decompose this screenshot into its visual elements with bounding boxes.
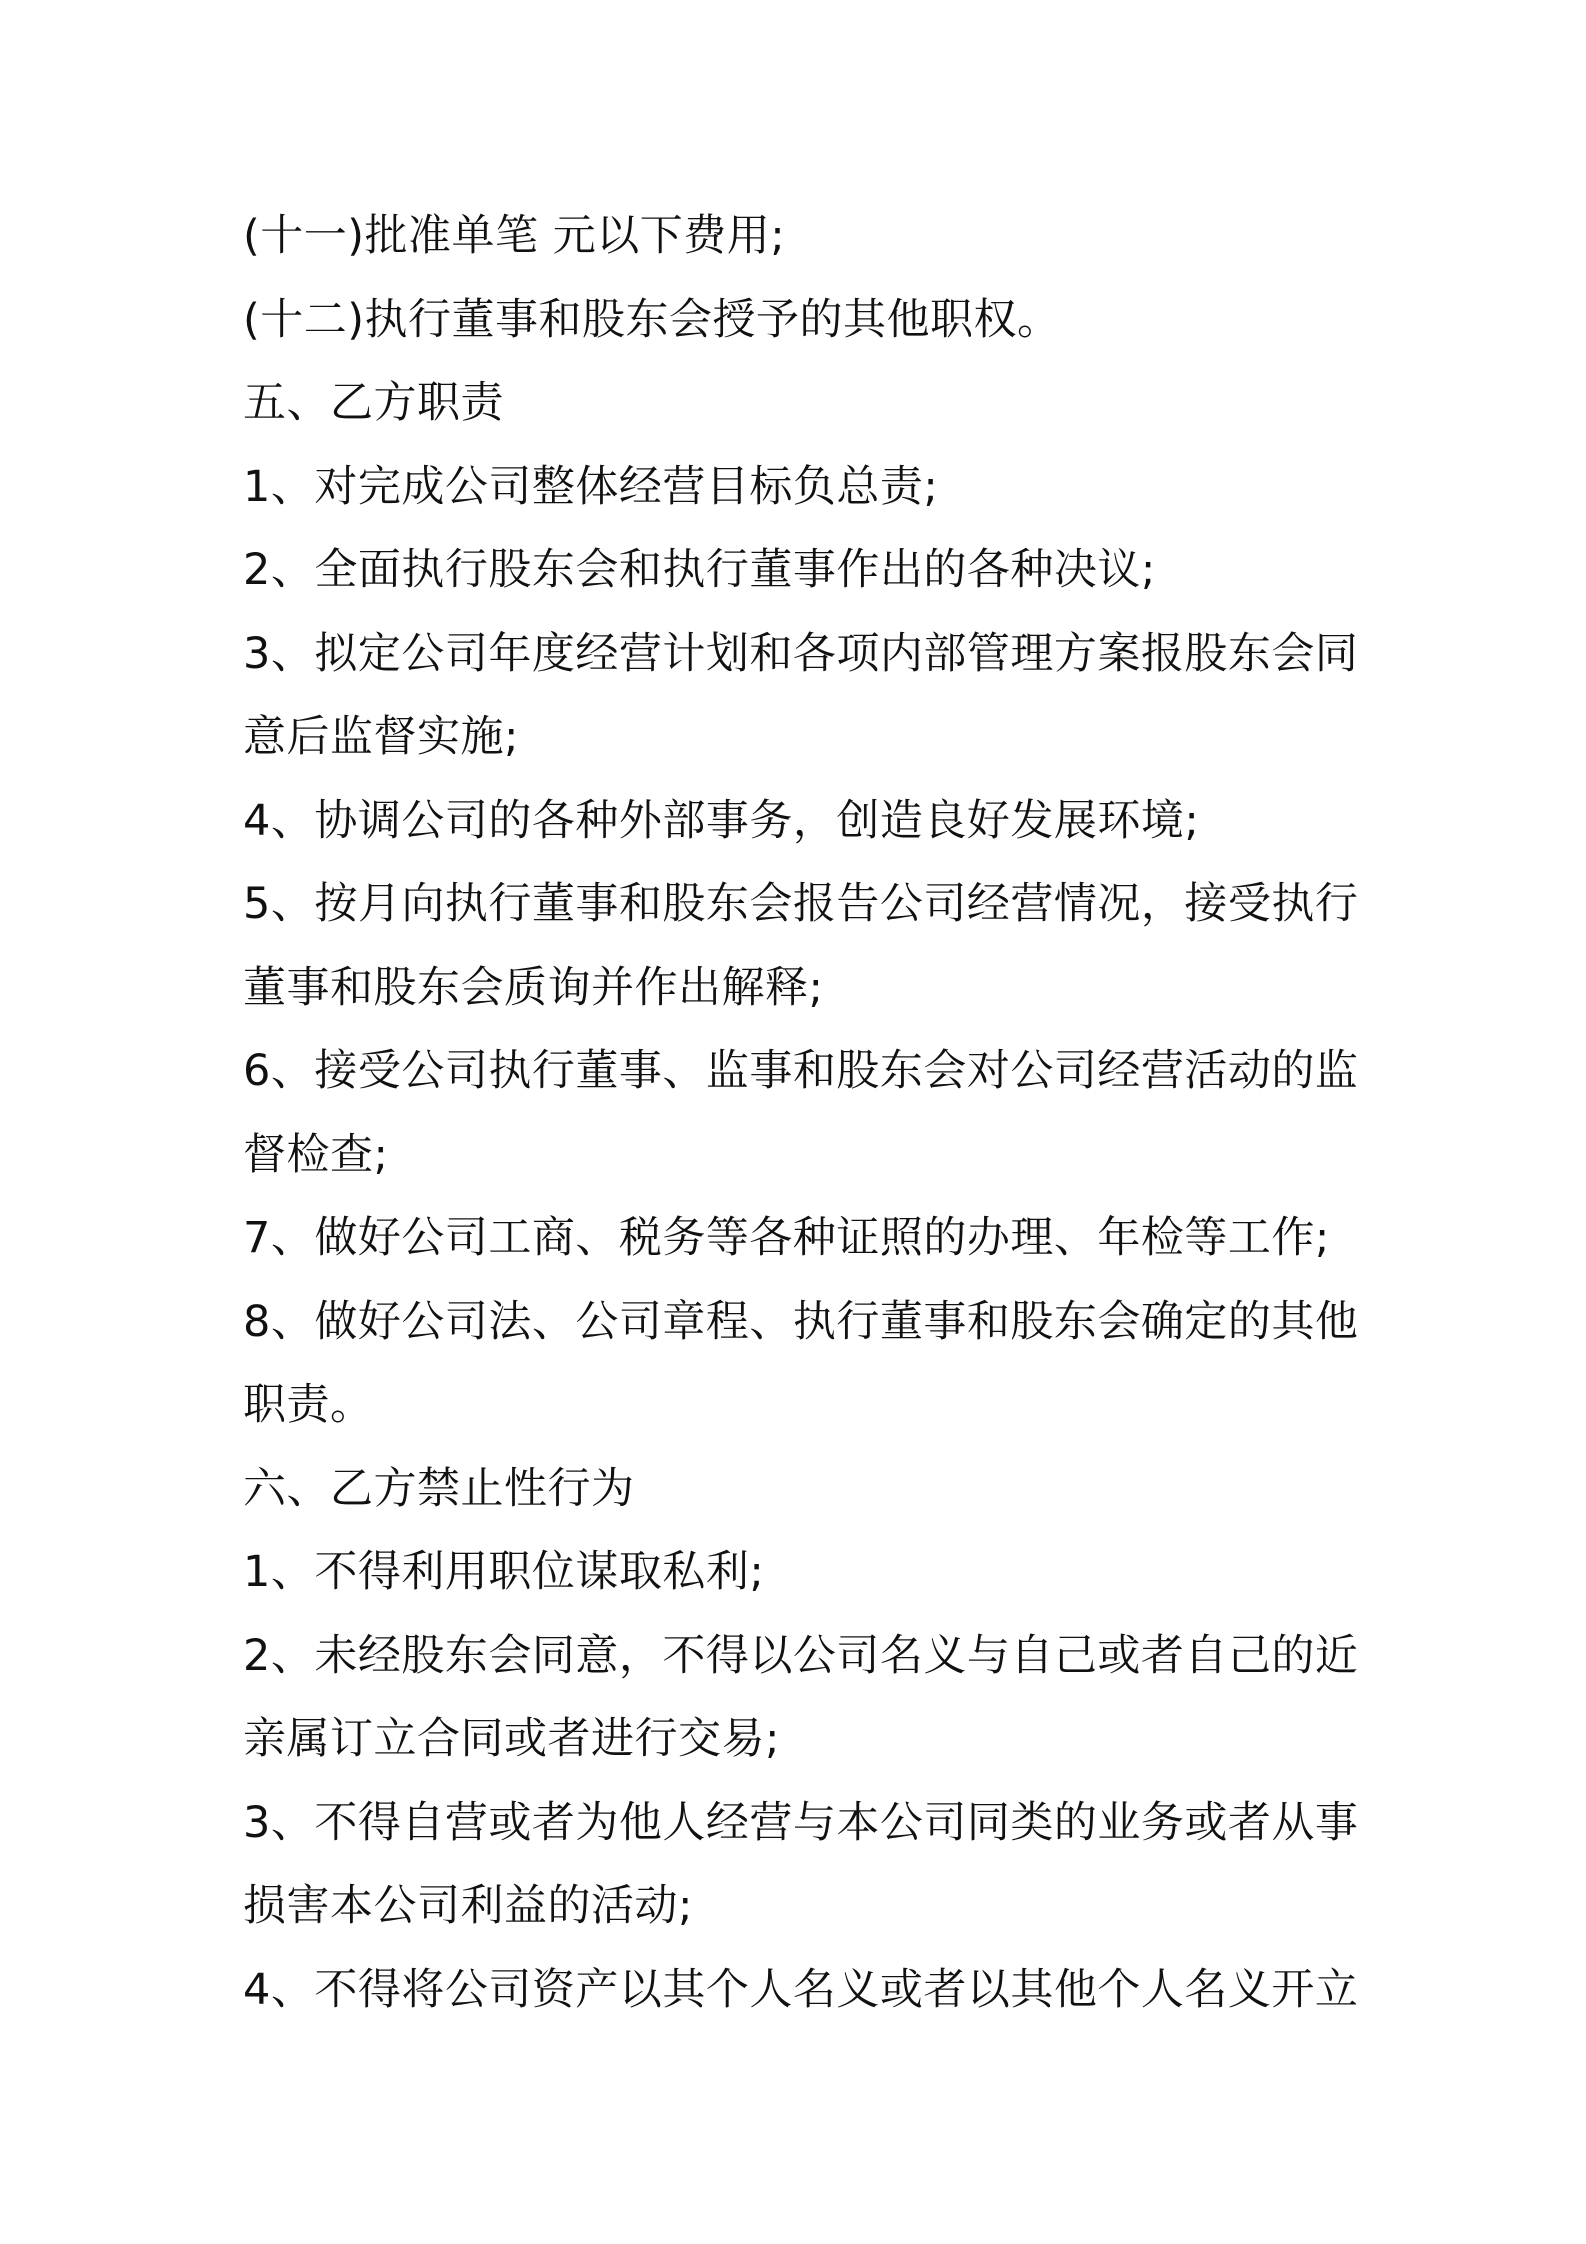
text-line-clause-12: (十二)执行董事和股东会授予的其他职权。 bbox=[243, 294, 1061, 345]
text-line-prohibition-2: 2、未经股东会同意，不得以公司名义与自己或者自己的近 bbox=[243, 1630, 1359, 1681]
section-heading-prohibited-acts: 六、乙方禁止性行为 bbox=[243, 1463, 635, 1514]
text-line-duty-5-cont: 董事和股东会质询并作出解释; bbox=[243, 962, 824, 1013]
text-line-duty-2: 2、全面执行股东会和执行董事作出的各种决议; bbox=[243, 545, 1156, 595]
text-line-prohibition-3-cont: 损害本公司利益的活动; bbox=[243, 1881, 693, 1931]
text-line-duty-6: 6、接受公司执行董事、监事和股东会对公司经营活动的监 bbox=[243, 1046, 1359, 1096]
text-line-duty-5: 5、按月向执行董事和股东会报告公司经营情况，接受执行 bbox=[243, 879, 1359, 929]
text-line-clause-11: (十一)批准单笔 元以下费用; bbox=[243, 211, 786, 261]
text-line-prohibition-4: 4、不得将公司资产以其个人名义或者以其他个人名义开立 bbox=[243, 1964, 1359, 2015]
text-line-duty-1: 1、对完成公司整体经营目标负总责; bbox=[243, 461, 939, 512]
text-line-duty-3-cont: 意后监督实施; bbox=[243, 712, 519, 762]
section-heading-party-b-duties: 五、乙方职责 bbox=[243, 378, 504, 428]
text-line-prohibition-1: 1、不得利用职位谋取私利; bbox=[243, 1547, 765, 1597]
text-line-duty-8-cont: 职责。 bbox=[243, 1380, 374, 1430]
text-line-prohibition-3: 3、不得自营或者为他人经营与本公司同类的业务或者从事 bbox=[243, 1797, 1359, 1848]
text-line-prohibition-2-cont: 亲属订立合同或者进行交易; bbox=[243, 1714, 780, 1764]
text-line-duty-4: 4、协调公司的各种外部事务，创造良好发展环境; bbox=[243, 795, 1200, 846]
document-body bbox=[243, 195, 1363, 2032]
text-line-duty-7: 7、做好公司工商、税务等各种证照的办理、年检等工作; bbox=[243, 1213, 1330, 1263]
text-line-duty-3: 3、拟定公司年度经营计划和各项内部管理方案报股东会同 bbox=[243, 628, 1359, 679]
text-line-duty-6-cont: 督检查; bbox=[243, 1129, 389, 1180]
text-line-duty-8: 8、做好公司法、公司章程、执行董事和股东会确定的其他 bbox=[243, 1296, 1359, 1347]
